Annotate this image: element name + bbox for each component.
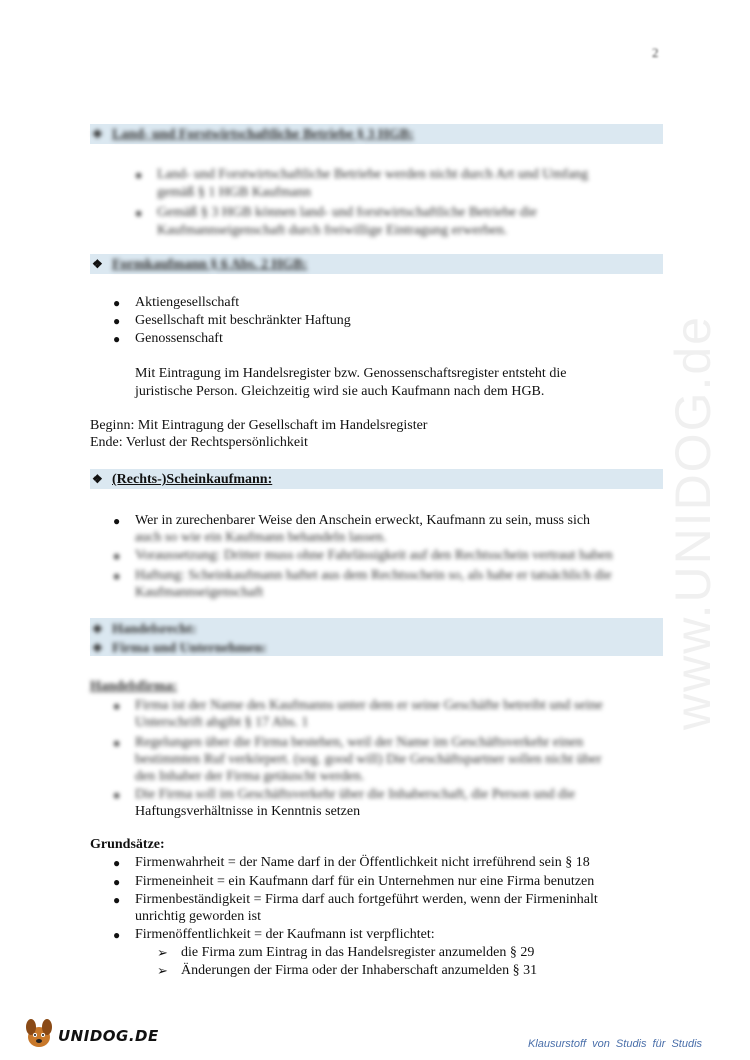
list-item: ● Land- und Forstwirtschaftliche Betriebe werden nicht durch Art und Umfang xyxy=(135,167,589,182)
list-item: ● Gemäß § 3 HGB können land- und forstwirtschaftliche Betriebe die xyxy=(135,205,537,220)
paragraph-line: juristische Person. Gleichzeitig wird sie auch Kaufmann nach dem HGB. xyxy=(135,384,545,399)
diamond-bullet-icon: ❖ xyxy=(92,472,103,486)
list-item: ● Voraussetzung: Dritter muss ohne Fahrlässigkeit auf den Rechtsschein vertraut haben xyxy=(113,548,613,563)
list-item-continuation: auch so wie ein Kaufmann behandeln lassen. xyxy=(135,530,387,545)
round-bullet-icon: ● xyxy=(113,928,121,942)
round-bullet-icon: ● xyxy=(113,856,121,870)
section-heading-formkaufmann: ❖ Formkaufmann § 6 Abs. 2 HGB: xyxy=(92,257,308,272)
end-line: Ende: Verlust der Rechtspersönlichkeit xyxy=(90,435,308,450)
logo-text: UNIDOG.DE xyxy=(58,1027,159,1045)
list-item: ● Regelungen über die Firma bestehen, weil der Name im Geschäftsverkehr einen xyxy=(113,735,584,750)
round-bullet-icon: ● xyxy=(135,206,143,220)
list-item-continuation: Kaufmannseigenschaft xyxy=(135,585,264,600)
list-item: ● Firmeneinheit = ein Kaufmann darf für ein Unternehmen nur eine Firma benutzen xyxy=(113,874,595,889)
watermark: www.UNIDOG.de xyxy=(665,315,721,730)
round-bullet-icon: ● xyxy=(113,893,121,907)
sub-list-item: ➢ die Firma zum Eintrag in das Handelsregister anzumelden § 29 xyxy=(157,945,535,960)
list-item: ● Genossenschaft xyxy=(113,331,223,346)
list-item: ● Firma ist der Name des Kaufmanns unter dem er seine Geschäfte betreibt und seine xyxy=(113,698,603,713)
list-item: ● Firmenöffentlichkeit = der Kaufmann ist verpflichtet: xyxy=(113,927,435,942)
diamond-bullet-icon: ❖ xyxy=(92,257,103,271)
list-item-continuation: Unterschrift abgibt § 17 Abs. 1 xyxy=(135,715,309,730)
list-item: ● Wer in zurechenbarer Weise den Anschein erweckt, Kaufmann zu sein, muss sich xyxy=(113,513,591,528)
footer-tagline: Klausurstoff von Studis für Studis xyxy=(528,1038,703,1050)
round-bullet-icon: ● xyxy=(113,514,121,528)
round-bullet-icon: ● xyxy=(113,296,121,310)
list-item: ● Haftung: Scheinkaufmann haftet aus dem Rechtsschein so, als habe er tatsächlich die xyxy=(113,568,612,583)
list-item: ● Gesellschaft mit beschränkter Haftung xyxy=(113,313,351,328)
round-bullet-icon: ● xyxy=(113,736,121,750)
round-bullet-icon: ● xyxy=(113,699,121,713)
round-bullet-icon: ● xyxy=(135,168,143,182)
diamond-bullet-icon: ❖ xyxy=(92,127,103,141)
list-item-continuation: unrichtig geworden ist xyxy=(135,909,261,924)
list-item-continuation: den Inhaber der Firma getäuscht werden. xyxy=(135,769,365,784)
list-item-continuation: gemäß § 1 HGB Kaufmann xyxy=(157,185,311,200)
diamond-bullet-icon: ❖ xyxy=(92,641,103,655)
list-item-continuation: Haftungsverhältnisse in Kenntnis setzen xyxy=(135,804,361,819)
list-item: ● Firmenbeständigkeit = Firma darf auch fortgeführt werden, wenn der Firmeninhalt xyxy=(113,892,598,907)
section-heading-land-forst: ❖ Land- und Forstwirtschaftliche Betriebe § 3 HGB: xyxy=(92,127,414,142)
list-item-continuation: bestimmten Ruf verkörpert. (sog. good will) Die Geschäftspartner sollen nicht über xyxy=(135,752,602,767)
round-bullet-icon: ● xyxy=(113,314,121,328)
dog-logo-icon xyxy=(22,1015,56,1051)
arrow-bullet-icon: ➢ xyxy=(157,945,168,960)
section-heading-scheinkaufmann: ❖ (Rechts-)Scheinkaufmann: xyxy=(92,472,273,487)
list-item: ● Firmenwahrheit = der Name darf in der Öffentlichkeit nicht irreführend sein § 18 xyxy=(113,855,590,870)
round-bullet-icon: ● xyxy=(113,788,121,802)
round-bullet-icon: ● xyxy=(113,875,121,889)
begin-line: Beginn: Mit Eintragung der Gesellschaft im Handelsregister xyxy=(90,418,428,433)
subheading-handelsfirma: Handelsfirma: xyxy=(90,679,178,694)
sub-list-item: ➢ Änderungen der Firma oder der Inhaberschaft anzumelden § 31 xyxy=(157,963,538,978)
list-item-continuation: Kaufmannseigenschaft durch freiwillige Eintragung erwerben. xyxy=(157,223,508,238)
diamond-bullet-icon: ❖ xyxy=(92,622,103,636)
arrow-bullet-icon: ➢ xyxy=(157,963,168,978)
section-heading-grundsaetze: Grundsätze: xyxy=(90,837,165,852)
paragraph-line: Mit Eintragung im Handelsregister bzw. Genossenschaftsregister entsteht die xyxy=(135,366,567,381)
page-number: 2 xyxy=(652,45,659,60)
list-item: ● Aktiengesellschaft xyxy=(113,295,240,310)
round-bullet-icon: ● xyxy=(113,332,121,346)
section-heading-firma: ❖ Firma und Unternehmen: xyxy=(92,641,267,656)
footer-logo xyxy=(22,1015,162,1051)
round-bullet-icon: ● xyxy=(113,549,121,563)
list-item: ● Die Firma soll im Geschäftsverkehr über die Inhaberschaft, die Person und die xyxy=(113,787,576,802)
section-heading-handelsrecht: ❖ Handelsrecht: xyxy=(92,622,197,637)
round-bullet-icon: ● xyxy=(113,569,121,583)
